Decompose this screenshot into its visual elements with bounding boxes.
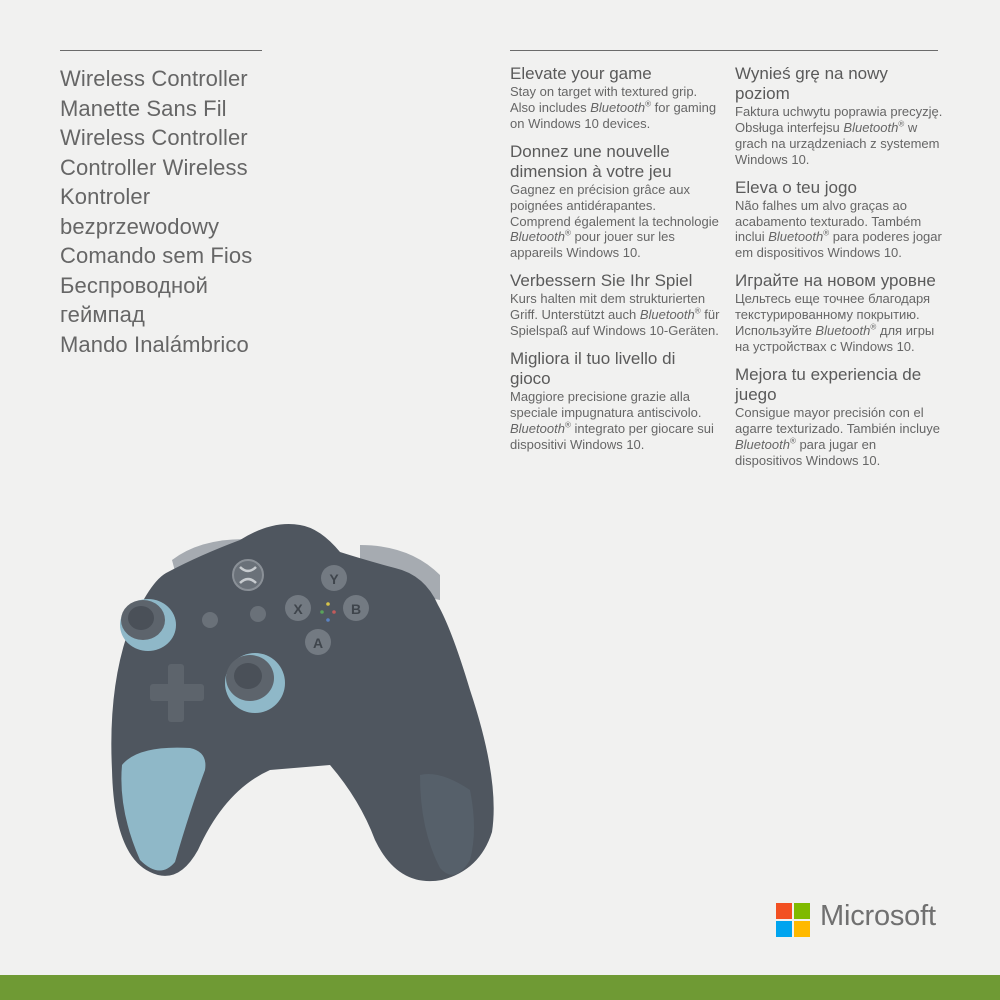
feature-text-pl: Faktura uchwytu poprawia precyzję. Obsługa interfejsu Bluetooth® w grach na urządzeniach z systemem Windows 10. — [735, 104, 943, 167]
feature-text-de: Kurs halten mit dem strukturierten Griff. Unterstützt auch Bluetooth® für Spielspaß auf Windows 10-Geräten. — [510, 291, 720, 339]
feature-heading-es: Mejora tu experiencia de juego — [735, 364, 922, 404]
feature-block-de — [510, 271, 720, 339]
product-name-list — [60, 64, 320, 359]
xbox-guide-button — [233, 560, 263, 590]
feature-block-it — [510, 349, 720, 453]
feature-heading-fr: Donnez une nouvelle dimension à votre jeu — [510, 141, 672, 181]
product-name-fr: Manette Sans Fil — [60, 95, 227, 121]
bluetooth-brand: Bluetooth — [590, 99, 646, 115]
feature-column-right — [735, 64, 945, 479]
feature-column-left — [510, 64, 720, 463]
bluetooth-brand: Bluetooth — [768, 229, 824, 245]
button-b-label: B — [350, 601, 362, 617]
feature-block-pt — [735, 178, 945, 262]
microsoft-wordmark: Microsoft — [820, 900, 936, 932]
left-top-rule — [60, 50, 262, 51]
bottom-green-bar — [0, 975, 1000, 1000]
feature-block-es — [735, 365, 945, 469]
feature-text-en: Stay on target with textured grip. Also includes Bluetooth® for gaming on Windows 10 devices. — [510, 84, 717, 131]
product-name-es: Mando Inalámbrico — [60, 331, 249, 357]
bluetooth-brand: Bluetooth — [735, 436, 790, 452]
menu-button — [250, 606, 266, 622]
feature-block-pl — [735, 64, 945, 168]
button-a-label: A — [312, 635, 324, 651]
feature-text-pt: Não falhes um alvo graças ao acabamento texturado. Também inclui Bluetooth® para poderes jogar em dispositivos Windows 10. — [735, 197, 942, 261]
feature-text-it: Maggiore precisione grazie alla speciale impugnatura antiscivolo. Bluetooth® integrato per giocare sui dispositivi Windows 10. — [510, 388, 714, 452]
right-top-rule — [510, 50, 938, 51]
feature-heading-pl: Wynieś grę na nowy poziom — [735, 64, 888, 103]
button-x-label: X — [293, 601, 303, 617]
bluetooth-brand: Bluetooth — [843, 119, 899, 135]
controller-image — [100, 510, 520, 890]
bluetooth-brand: Bluetooth — [510, 420, 565, 436]
feature-text-ru: Цельтесь еще точнее благодаря текстурированному покрытию. Используйте Bluetooth® для игры на устройствах с Windows 10. — [735, 291, 935, 354]
feature-block-ru — [735, 271, 945, 355]
button-y-label: Y — [329, 571, 339, 587]
microsoft-logo-icon — [776, 903, 810, 937]
product-name-en: Wireless Controller — [60, 66, 248, 91]
feature-heading-pt: Eleva o teu jogo — [735, 177, 857, 197]
feature-heading-it: Migliora il tuo livello di gioco — [510, 348, 676, 388]
feature-text-fr: Gagnez en précision grâce aux poignées antidérapantes. Comprend également la technologie Bluetooth® pour jouer sur les appareils Windows 10. — [510, 181, 719, 261]
feature-text-es: Consigue mayor precisión con el agarre texturizado. También incluye Bluetooth® para jugar en dispositivos Windows 10. — [735, 404, 940, 468]
feature-block-fr — [510, 142, 720, 262]
bluetooth-brand: Bluetooth — [510, 229, 565, 245]
feature-heading-de: Verbessern Sie Ihr Spiel — [510, 271, 693, 291]
bluetooth-brand: Bluetooth — [639, 307, 695, 323]
product-name-de: Wireless Controller — [60, 125, 248, 150]
feature-heading-en: Elevate your game — [510, 64, 652, 83]
product-name-pl: Kontroler bezprzewodowy — [60, 184, 220, 239]
product-name-it: Controller Wireless — [60, 154, 248, 180]
product-name-pt: Comando sem Fios — [60, 243, 253, 268]
view-button — [202, 612, 218, 628]
product-name-ru: Беспроводной геймпад — [60, 272, 208, 327]
feature-heading-ru: Играйте на новом уровне — [735, 271, 936, 291]
bluetooth-brand: Bluetooth — [815, 323, 871, 339]
feature-block-en — [510, 64, 720, 132]
